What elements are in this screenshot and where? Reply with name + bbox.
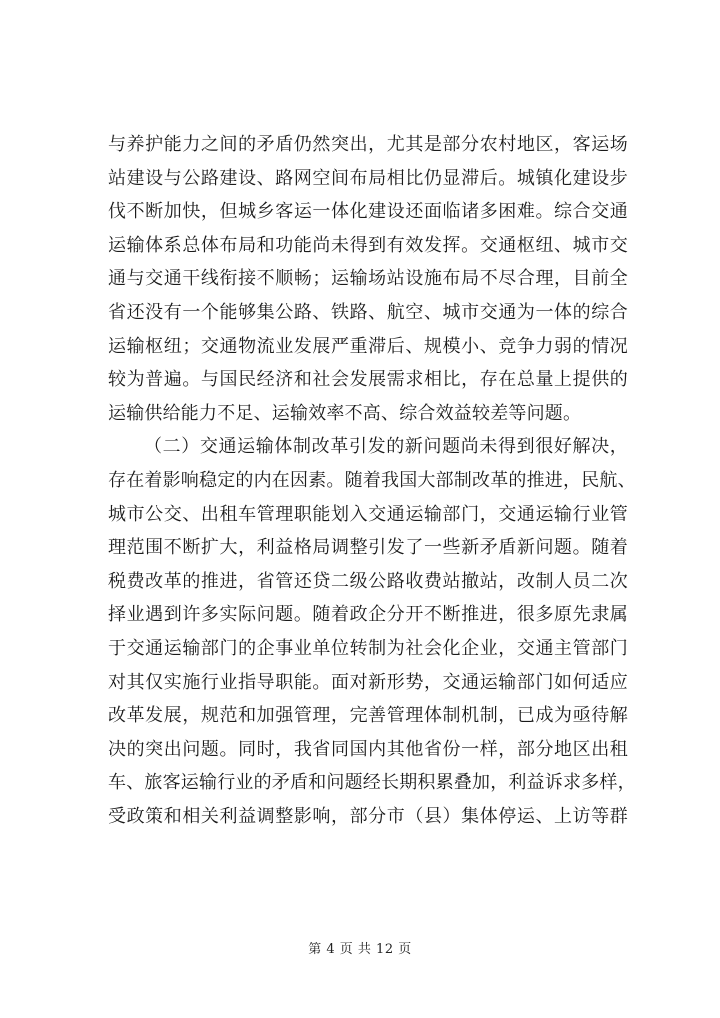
page-number-footer: 第 4 页 共 12 页 [308, 942, 412, 957]
text-line: 站建设与公路建设、路网空间布局相比仍显滞后。城镇化建设步 [108, 167, 628, 189]
text-line: 较为普遍。与国民经济和社会发展需求相比，存在总量上提供的 [108, 369, 628, 391]
text-line: 伐不断加快，但城乡客运一体化建设还面临诸多困难。综合交通 [108, 201, 628, 223]
text-line: 运输供给能力不足、运输效率不高、综合效益较差等问题。 [108, 402, 582, 424]
text-line: 车、旅客运输行业的矛盾和问题经长期积累叠加，利益诉求多样， [108, 772, 636, 794]
text-line: 运输枢纽；交通物流业发展严重滞后、规模小、竞争力弱的情况 [108, 335, 628, 357]
text-line: 与养护能力之间的矛盾仍然突出，尤其是部分农村地区，客运场 [108, 134, 628, 155]
text-line: 决的突出问题。同时，我省同国内其他省份一样，部分地区出租 [108, 738, 628, 760]
text-line: 税费改革的推进，省管还贷二级公路收费站撤站，改制人员二次 [108, 570, 628, 592]
text-line: 理范围不断扩大，利益格局调整引发了一些新矛盾新问题。随着 [108, 537, 628, 559]
text-line: 省还没有一个能够集公路、铁路、航空、城市交通为一体的综合 [108, 301, 628, 323]
section-heading-line: （二）交通运输体制改革引发的新问题尚未得到很好解决， [144, 436, 628, 458]
text-line: 城市公交、出租车管理职能划入交通运输部门，交通运输行业管 [108, 503, 628, 525]
text-line: 存在着影响稳定的内在因素。随着我国大部制改革的推进，民航、 [108, 469, 636, 491]
text-line: 对其仅实施行业指导职能。面对新形势，交通运输部门如何适应 [108, 671, 628, 693]
text-line: 择业遇到许多实际问题。随着政企分开不断推进，很多原先隶属 [108, 604, 628, 626]
text-line: 通与交通干线衔接不顺畅；运输场站设施布局不尽合理，目前全 [108, 268, 628, 290]
text-line: 受政策和相关利益调整影响，部分市（县）集体停运、上访等群 [108, 805, 628, 827]
text-line: 于交通运输部门的企事业单位转制为社会化企业，交通主管部门 [108, 637, 628, 659]
text-line: 改革发展，规范和加强管理，完善管理体制机制，已成为亟待解 [108, 705, 628, 727]
body-text [108, 128, 636, 833]
text-line: 运输体系总体布局和功能尚未得到有效发挥。交通枢纽、城市交 [108, 234, 628, 256]
